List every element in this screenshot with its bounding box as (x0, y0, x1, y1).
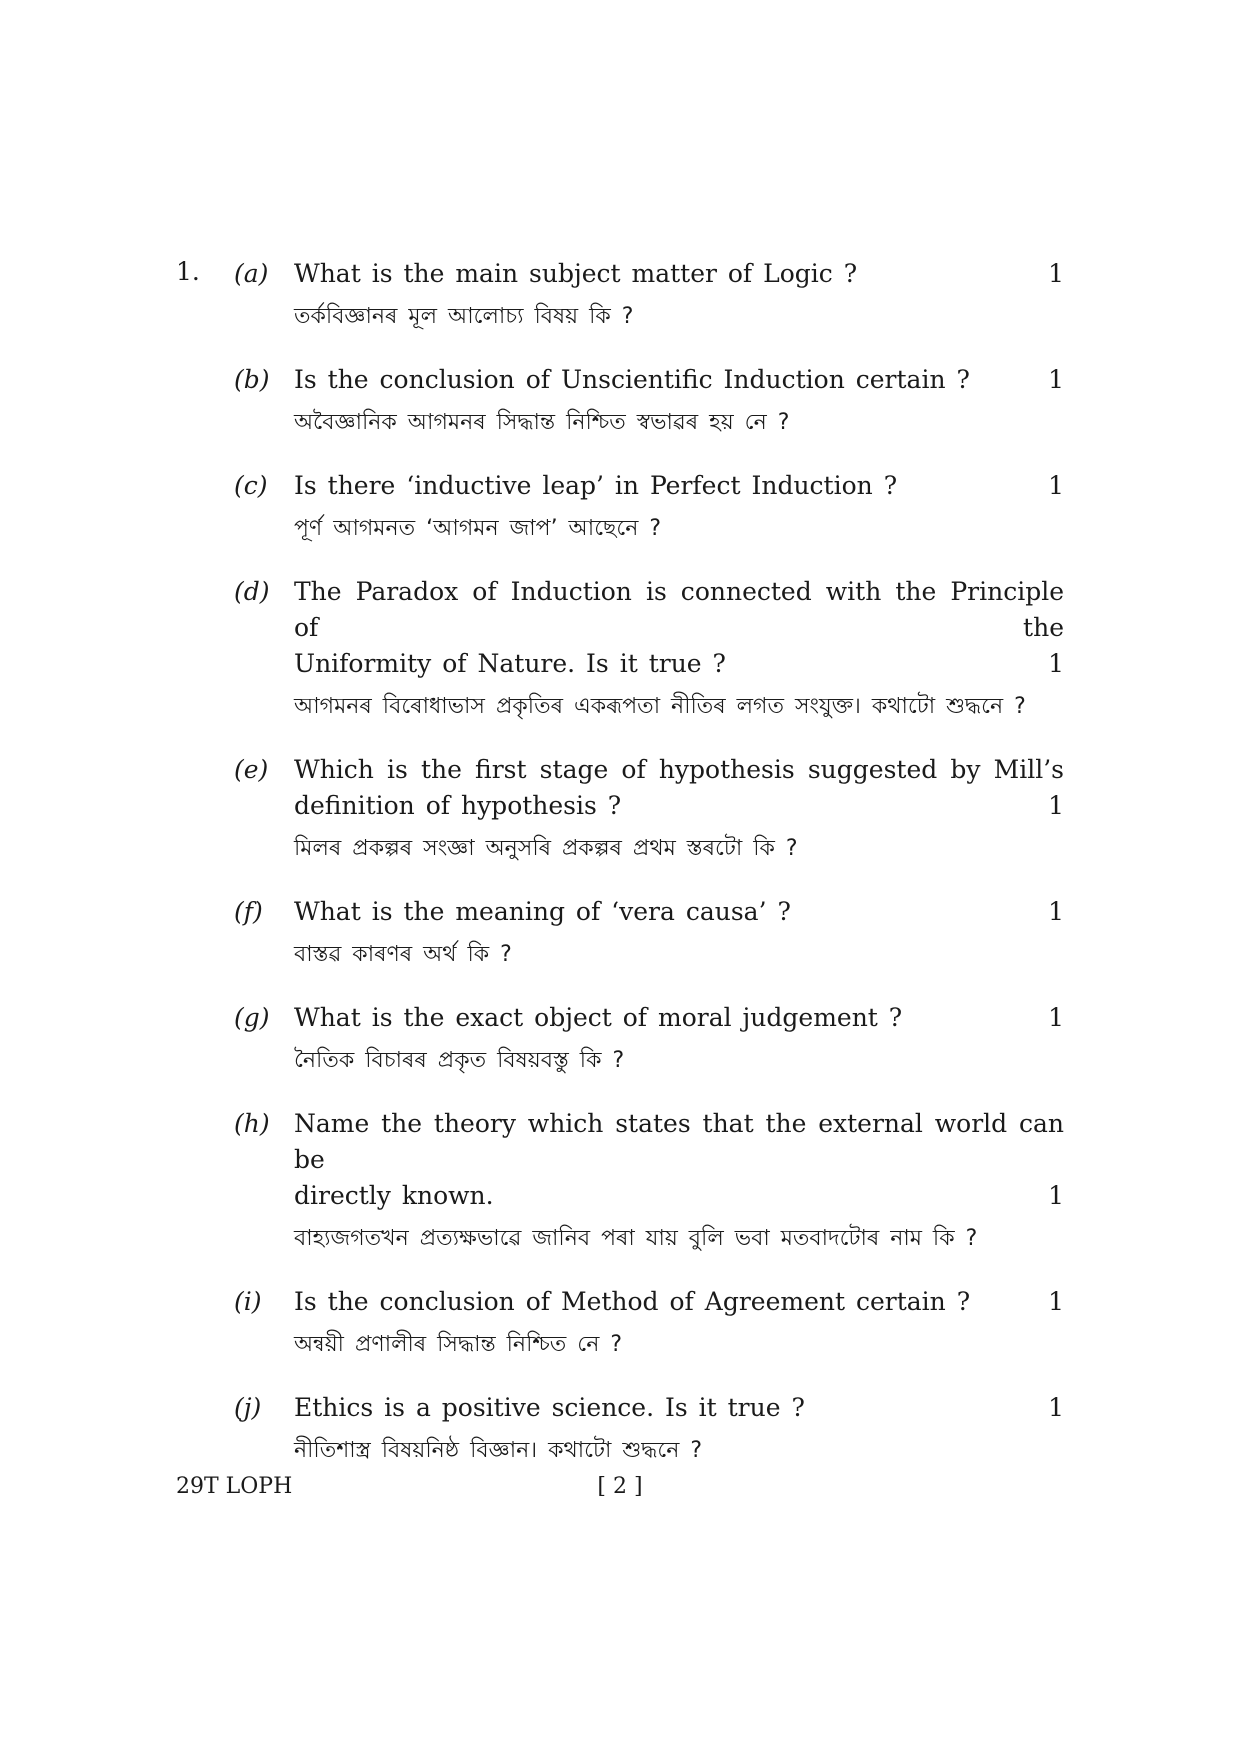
question-assamese: নৈতিক বিচাৰৰ প্ৰকৃত বিষয়বস্তু কি ? (294, 1048, 625, 1073)
marks: 1 (1048, 897, 1064, 926)
question-assamese: বাস্তৱ কাৰণৰ অৰ্থ কি ? (294, 942, 512, 967)
marks: 1 (1048, 791, 1064, 820)
question-english: What is the exact object of moral judgement ? (294, 1003, 903, 1032)
marks: 1 (1048, 1393, 1064, 1422)
question-english-line-2: directly known. (294, 1181, 494, 1210)
question-english-line-1: The Paradox of Induction is connected with the Principle of the (294, 577, 1064, 642)
marks: 1 (1048, 649, 1064, 678)
question-item-h (234, 1106, 1064, 1256)
marks: 1 (1048, 1287, 1064, 1316)
marks: 1 (1048, 365, 1064, 394)
item-label: (g) (234, 1003, 270, 1032)
question-item-d (234, 574, 1064, 724)
marks: 1 (1048, 1003, 1064, 1032)
marks: 1 (1048, 1181, 1064, 1210)
paper-code: 29T LOPH (176, 1474, 293, 1499)
question-assamese: তৰ্কবিজ্ঞানৰ মূল আলোচ্য বিষয় কি ? (294, 304, 634, 329)
question-assamese: মিলৰ প্ৰকল্পৰ সংজ্ঞা অনুসৰি প্ৰকল্পৰ প্ৰথম স্তৰটো কি ? (294, 836, 798, 861)
item-label: (c) (234, 471, 268, 500)
question-english-line-1: Name the theory which states that the external world can be (294, 1109, 1064, 1174)
question-item-f (234, 894, 1064, 972)
item-label: (e) (234, 755, 269, 784)
item-label: (i) (234, 1287, 262, 1316)
question-list (234, 256, 1064, 1496)
item-label: (d) (234, 577, 270, 606)
question-item-c (234, 468, 1064, 546)
question-number: 1. (176, 257, 200, 286)
question-english: Is the conclusion of Method of Agreement certain ? (294, 1287, 971, 1316)
page-number: [ 2 ] (597, 1474, 643, 1499)
item-label: (h) (234, 1109, 270, 1138)
marks: 1 (1048, 471, 1064, 500)
item-label: (b) (234, 365, 270, 394)
question-item-e (234, 752, 1064, 866)
question-english: Is there ‘inductive leap’ in Perfect Induction ? (294, 471, 898, 500)
question-item-g (234, 1000, 1064, 1078)
item-label: (a) (234, 259, 269, 288)
question-assamese: পূৰ্ণ আগমনত ‘আগমন জাপ’ আছেনে ? (294, 516, 662, 541)
question-item-a (234, 256, 1064, 334)
question-assamese: অন্বয়ী প্ৰণালীৰ সিদ্ধান্ত নিশ্চিত নে ? (294, 1332, 623, 1357)
question-english-line-1: Which is the first stage of hypothesis suggested by Mill’s (294, 755, 1064, 784)
marks: 1 (1048, 259, 1064, 288)
question-english-line-2: definition of hypothesis ? (294, 791, 622, 820)
question-assamese: বাহ্যজগতখন প্ৰত্যক্ষভাৱে জানিব পৰা যায় বুলি ভবা মতবাদটোৰ নাম কি ? (294, 1226, 978, 1251)
question-item-i (234, 1284, 1064, 1362)
question-assamese: আগমনৰ বিৰোধাভাস প্ৰকৃতিৰ একৰূপতা নীতিৰ লগত সংযুক্ত। কথাটো শুদ্ধনে ? (294, 694, 1026, 719)
question-assamese: নীতিশাস্ত্ৰ বিষয়নিষ্ঠ বিজ্ঞান। কথাটো শুদ্ধনে ? (294, 1438, 703, 1463)
item-label: (j) (234, 1393, 262, 1422)
question-assamese: অবৈজ্ঞানিক আগমনৰ সিদ্ধান্ত নিশ্চিত স্বভাৱৰ হয় নে ? (294, 410, 790, 435)
question-item-b (234, 362, 1064, 440)
question-english: Is the conclusion of Unscientific Induction certain ? (294, 365, 970, 394)
item-label: (f) (234, 897, 263, 926)
question-item-j (234, 1390, 1064, 1468)
question-english: Ethics is a positive science. Is it true ? (294, 1393, 805, 1422)
question-english-line-2: Uniformity of Nature. Is it true ? (294, 649, 726, 678)
question-english: What is the main subject matter of Logic ? (294, 259, 858, 288)
question-english: What is the meaning of ‘vera causa’ ? (294, 897, 791, 926)
